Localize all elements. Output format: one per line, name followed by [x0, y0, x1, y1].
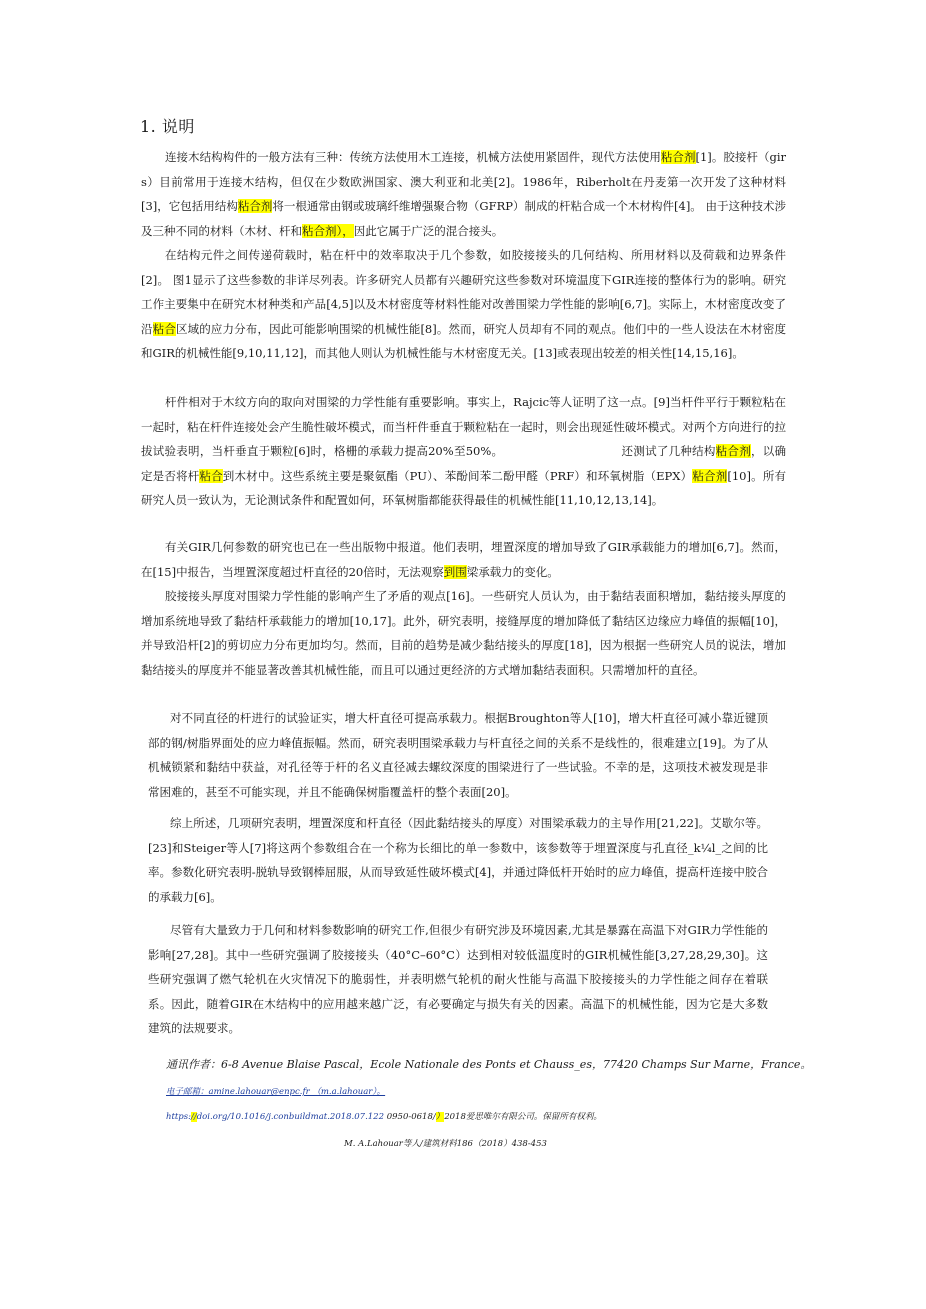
highlight: // — [190, 1112, 197, 1122]
highlight: 粘合剂 — [715, 444, 751, 459]
text: 到木材中。这些系统主要是聚氨酯（PU）、苯酚间苯二酚甲醛（PRF）和环氧树脂（EPX） — [222, 468, 693, 483]
text: 杆件相对于木纹方向的取向对围梁的力学性能有重要影响。事实上，Rajcic等人证明了这一点。[9]当杆件平行于颗粒粘在一起时，粘在杆件连接处会产生脆性破坏模式，而当杆件垂直于颗粒粘在一起时，则会出现延性破坏模式。对两个方向进行的拉拔试验表明，当杆垂直于颗粒[6]时，格栅的承载力提高20%至50%。 — [141, 395, 786, 459]
highlight: 粘合剂）， — [302, 223, 354, 238]
paragraph-1 — [141, 145, 786, 243]
paragraph-8: 尽管有大量致力于几何和材料参数影响的研究工作,但很少有研究涉及环境因素,尤其是暴露在高温下对GIR力学性能的影响[27,28]。其中一些研究强调了胶接接头（40°C–60°C）达到相对较低温度时的GIR机械性能[3,27,28,29,30]。这些研究强调了燃气轮机在火灾情况下的脆弱性，并表明燃气轮机的耐火性能与高温下胶接接头的力学性能之间存在着联系。因此，随着GIR在木结构中的应用越来越广泛，有必要确定与损失有关的因素。高温下的机械性能，因为它是大多数建筑的法规要求。 — [148, 923, 768, 1036]
text: doi.org/10.1016/j.conbuildmat.2018.07.122 — [196, 1112, 385, 1122]
text: 在结构元件之间传递荷载时，粘在杆中的效率取决于几个参数，如胶接接头的几何结构、所用材料以及荷载和边界条件[2]。 图1显示了这些参数的非详尽列表。许多研究人员都有兴趣研究这些参数对环境温度下GIR连接的整体行为的影响。研究工作主要集中在研究木材种类和产品[4,5]以及木材密度等材料性能对改善围梁力学性能的影响[6,7]。实际上，木材密度改变了沿 — [141, 248, 786, 336]
paragraph-6: 对不同直径的杆进行的试验证实，增大杆直径可提高承载力。根据Broughton等人[10]，增大杆直径可减小靠近键顶部的钢/树脂界面处的应力峰值振幅。然而，研究表明围梁承载力与杆直径之间的关系不是线性的，很难建立[19]。为了从机械锁紧和黏结中获益，对孔径等于杆的名义直径减去螺纹深度的围梁进行了一些试验。不幸的是，这项技术被发现是非常困难的，甚至不可能实现，并且不能确保树脂覆盖杆的整个表面[20]。 — [148, 711, 768, 799]
highlight: 粘合 — [152, 321, 176, 336]
text: 梁承载力的变化。 — [466, 564, 559, 579]
highlight: ） — [435, 1112, 445, 1122]
paragraph-7: 综上所述，几项研究表明，埋置深度和杆直径（因此黏结接头的厚度）对围梁承载力的主导作用[21,22]。艾歇尔等。[23]和Steiger等人[7]将这两个参数组合在一个称为长细比的单一参数中，该参数等于埋置深度与孔直径_k¼l_之间的比率。参数化研究表明-脱轨导致钢棒屈服，从而导致延性破坏模式[4]，并通过降低杆开始时的应力峰值，提高杆连接中胶合的承载力[6]。 — [148, 816, 768, 904]
text: https: — [166, 1112, 191, 1122]
text: 2018爱思唯尔有限公司。保留所有权利。 — [444, 1112, 602, 1122]
paragraph-2 — [141, 243, 786, 366]
highlight: 粘合剂 — [660, 150, 696, 164]
text: 因此它属于广泛的混合接头。 — [353, 223, 504, 238]
text: 连接木结构构件的一般方法有三种：传统方法使用木工连接，机械方法使用紧固件，现代方法使用 — [165, 150, 661, 164]
text: ，以确定是否将杆 — [141, 444, 786, 483]
text: 区域的应力分布，因此可能影响围梁的机械性能[8]。然而，研究人员却有不同的观点。他们中的一些人设法在木材密度和GIR的机械性能[9,10,11,12]，而其他人则认为机械性能与木材密度无关。[13]或表现出较差的相关性[14,15,16]。 — [141, 321, 787, 361]
text: 还测试了几种结构 — [621, 444, 716, 459]
journal-citation: M. A.Lahouar等人/建筑材料186（2018）438-453 — [344, 1139, 547, 1149]
section-heading: 1. 说明 — [140, 117, 195, 136]
paragraph-5: 胶接接头厚度对围梁力学性能的影响产生了矛盾的观点[16]。一些研究人员认为，由于黏结表面积增加，黏结接头厚度的增加系统地导致了黏结杆承载能力的增加[10,17]。此外，研究表明，接缝厚度的增加降低了黏结区边缘应力峰值的振幅[10]，并导致沿杆[2]的剪切应力分布更加均匀。然而，目前的趋势是减少黏结接头的厚度[18]，因为根据一些研究人员的说法，增加黏结接头的厚度并不能显著改善其机械性能，而且可以通过更经济的方式增加黏结表面积。只需增加杆的直径。 — [141, 589, 786, 677]
email-link[interactable]: 电子邮箱：amine.lahouar@enpc.fr （m.a.lahouar）。 — [166, 1087, 386, 1097]
paragraph-4 — [141, 535, 786, 584]
text: [1]。胶接杆（girs）目前常用于连接木结构，但仅在少数欧洲国家、澳大利亚和北美[2]。1986年，Riberholt在丹麦第一次开发了这种材料[3]，它包括用结构 — [141, 150, 787, 214]
doi-link[interactable] — [166, 1112, 384, 1122]
highlight: 粘合剂 — [692, 468, 728, 483]
doi-line — [166, 1110, 602, 1122]
highlight: 粘合剂 — [237, 199, 273, 214]
text: [10]。所有研究人员一致认为，无论测试条件和配置如何，环氧树脂都能获得最佳的机械性能[11,10,12,13,14]。 — [141, 468, 787, 508]
text: 有关GIR几何参数的研究也已在一些出版物中报道。他们表明，埋置深度的增加导致了GIR承载能力的增加[6,7]。然而，在[15]中报告，当埋置深度超过杆直径的20倍时，无法观察 — [141, 540, 786, 579]
text: 将一根通常由钢或玻璃纤维增强聚合物（GFRP）制成的杆粘合成一个木材构件[4]。 由于这种技术涉及三种不同的材料（木材、杆和 — [141, 199, 786, 238]
highlight: 粘合 — [199, 468, 223, 483]
author-footnote: 通讯作者：6-8 Avenue Blaise Pascal，Ecole Nationale des Ponts et Chauss_es，77420 Champs Sur Marne，France。 — [166, 1058, 812, 1071]
paragraph-3 — [141, 390, 786, 513]
highlight: 到围 — [443, 564, 467, 579]
text: 0950-0618/ — [384, 1112, 436, 1122]
